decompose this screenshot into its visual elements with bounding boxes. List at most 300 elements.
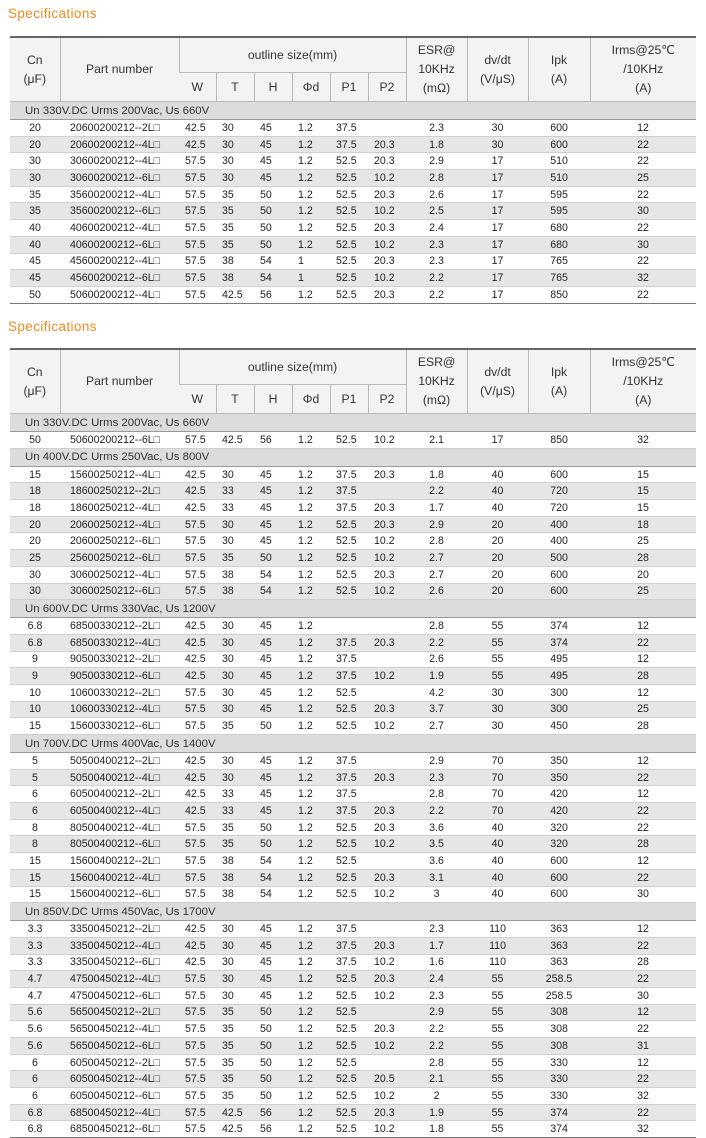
ipk-cell: 363 <box>528 921 590 938</box>
irms-cell: 22 <box>590 153 696 170</box>
p1-cell: 37.5 <box>330 483 368 500</box>
header-part-number: Part number <box>60 349 179 414</box>
p1-cell: 37.5 <box>330 500 368 517</box>
t-cell: 33 <box>216 803 254 820</box>
table-row <box>10 753 696 770</box>
table-row <box>10 886 696 903</box>
phi-d-cell: 1.2 <box>292 718 330 735</box>
dvdt-cell: 30 <box>467 701 528 718</box>
dvdt-cell: 55 <box>467 668 528 685</box>
p1-cell: 52.5 <box>330 203 368 220</box>
p2-cell: 10.2 <box>368 718 406 735</box>
h-cell: 45 <box>254 684 292 701</box>
irms-cell: 30 <box>590 203 696 220</box>
phi-d-cell: 1.2 <box>292 1038 330 1055</box>
p1-cell: 37.5 <box>330 136 368 153</box>
dvdt-cell: 40 <box>467 886 528 903</box>
irms-cell: 28 <box>590 836 696 853</box>
p2-cell: 20.3 <box>368 136 406 153</box>
esr-cell: 3.6 <box>406 819 467 836</box>
irms-cell: 22 <box>590 819 696 836</box>
dvdt-cell: 17 <box>467 170 528 187</box>
irms-cell: 22 <box>590 186 696 203</box>
header-cn: Cn (μF) <box>10 349 60 414</box>
irms-cell: 22 <box>590 634 696 651</box>
part-number-cell: 15600250212--4L□ <box>60 466 179 483</box>
table-row <box>10 236 696 253</box>
table-row <box>10 668 696 685</box>
irms-cell: 32 <box>590 1088 696 1105</box>
p2-cell: 10.2 <box>368 432 406 449</box>
dvdt-cell: 17 <box>467 203 528 220</box>
esr-cell: 1.8 <box>406 466 467 483</box>
cn-cell: 40 <box>10 220 60 237</box>
dvdt-cell: 30 <box>467 718 528 735</box>
table-row <box>10 1121 696 1138</box>
cn-cell: 6.8 <box>10 1121 60 1138</box>
table-row <box>10 500 696 517</box>
p1-cell: 37.5 <box>330 786 368 803</box>
cn-cell: 35 <box>10 186 60 203</box>
irms-cell: 22 <box>590 1104 696 1121</box>
p2-cell: 20.3 <box>368 701 406 718</box>
w-cell: 57.5 <box>179 236 216 253</box>
irms-cell: 22 <box>590 286 696 303</box>
dvdt-cell: 40 <box>467 869 528 886</box>
p2-cell <box>368 921 406 938</box>
p1-cell: 37.5 <box>330 769 368 786</box>
esr-cell: 3 <box>406 886 467 903</box>
spec-table-2-body <box>10 414 696 1138</box>
irms-cell: 12 <box>590 921 696 938</box>
phi-d-cell: 1.2 <box>292 1071 330 1088</box>
voltage-group-row <box>10 903 696 921</box>
t-cell: 30 <box>216 153 254 170</box>
p2-cell: 20.3 <box>368 971 406 988</box>
p1-cell: 37.5 <box>330 921 368 938</box>
part-number-cell: 45600200212--6L□ <box>60 270 179 287</box>
w-cell: 57.5 <box>179 1004 216 1021</box>
p1-cell: 52.5 <box>330 236 368 253</box>
irms-cell: 18 <box>590 516 696 533</box>
esr-cell: 2.8 <box>406 533 467 550</box>
w-cell: 57.5 <box>179 836 216 853</box>
p2-cell: 10.2 <box>368 270 406 287</box>
p2-cell <box>368 684 406 701</box>
irms-cell: 12 <box>590 618 696 635</box>
ipk-cell: 420 <box>528 803 590 820</box>
p1-cell: 52.5 <box>330 971 368 988</box>
t-cell: 35 <box>216 220 254 237</box>
p2-cell: 20.3 <box>368 869 406 886</box>
irms-cell: 25 <box>590 701 696 718</box>
cn-cell: 5 <box>10 753 60 770</box>
table-row <box>10 466 696 483</box>
dvdt-cell: 70 <box>467 786 528 803</box>
voltage-group-label: Un 850V.DC Urms 450Vac, Us 1700V <box>10 903 696 921</box>
header-esr: ESR@ 10KHz (mΩ) <box>406 349 467 414</box>
p1-cell: 52.5 <box>330 516 368 533</box>
p2-cell <box>368 1054 406 1071</box>
w-cell: 57.5 <box>179 220 216 237</box>
esr-cell: 2.7 <box>406 550 467 567</box>
cn-cell: 45 <box>10 270 60 287</box>
p2-cell: 20.3 <box>368 819 406 836</box>
esr-cell: 3.1 <box>406 869 467 886</box>
ipk-cell: 595 <box>528 186 590 203</box>
voltage-group-label: Un 600V.DC Urms 330Vac, Us 1200V <box>10 600 696 618</box>
ipk-cell: 850 <box>528 432 590 449</box>
irms-cell: 25 <box>590 170 696 187</box>
table-row <box>10 432 696 449</box>
header-esr: ESR@ 10KHz (mΩ) <box>406 37 467 102</box>
table-row <box>10 170 696 187</box>
esr-cell: 2.4 <box>406 220 467 237</box>
irms-cell: 22 <box>590 220 696 237</box>
esr-cell: 2.8 <box>406 618 467 635</box>
table-row <box>10 718 696 735</box>
p2-cell <box>368 786 406 803</box>
part-number-cell: 60500450212--4L□ <box>60 1071 179 1088</box>
phi-d-cell: 1.2 <box>292 286 330 303</box>
ipk-cell: 510 <box>528 153 590 170</box>
esr-cell: 2.3 <box>406 987 467 1004</box>
t-cell: 38 <box>216 566 254 583</box>
p1-cell: 52.5 <box>330 1021 368 1038</box>
esr-cell: 2.2 <box>406 803 467 820</box>
ipk-cell: 600 <box>528 853 590 870</box>
w-cell: 57.5 <box>179 987 216 1004</box>
h-cell: 54 <box>254 566 292 583</box>
header-t: T <box>216 73 254 102</box>
irms-cell: 25 <box>590 583 696 600</box>
header-phi-d: Φd <box>292 385 330 414</box>
phi-d-cell: 1.2 <box>292 120 330 137</box>
header-dvdt: dv/dt (V/μS) <box>467 349 528 414</box>
dvdt-cell: 70 <box>467 803 528 820</box>
table-row <box>10 1071 696 1088</box>
spec-table-1 <box>10 36 696 304</box>
ipk-cell: 330 <box>528 1088 590 1105</box>
esr-cell: 2.9 <box>406 153 467 170</box>
header-outline-size: outline size(mm) <box>179 37 406 73</box>
w-cell: 42.5 <box>179 483 216 500</box>
t-cell: 38 <box>216 583 254 600</box>
h-cell: 45 <box>254 153 292 170</box>
cn-cell: 6.8 <box>10 1104 60 1121</box>
t-cell: 35 <box>216 1071 254 1088</box>
phi-d-cell: 1.2 <box>292 786 330 803</box>
irms-cell: 22 <box>590 971 696 988</box>
w-cell: 57.5 <box>179 270 216 287</box>
irms-cell: 12 <box>590 786 696 803</box>
w-cell: 57.5 <box>179 533 216 550</box>
dvdt-cell: 17 <box>467 270 528 287</box>
ipk-cell: 600 <box>528 566 590 583</box>
w-cell: 57.5 <box>179 718 216 735</box>
part-number-cell: 80500400212--4L□ <box>60 819 179 836</box>
cn-cell: 6.8 <box>10 618 60 635</box>
p1-cell: 52.5 <box>330 1104 368 1121</box>
t-cell: 30 <box>216 634 254 651</box>
ipk-cell: 510 <box>528 170 590 187</box>
t-cell: 35 <box>216 186 254 203</box>
part-number-cell: 18600250212--4L□ <box>60 500 179 517</box>
p2-cell: 10.2 <box>368 550 406 567</box>
irms-cell: 22 <box>590 1071 696 1088</box>
ipk-cell: 374 <box>528 618 590 635</box>
p2-cell <box>368 651 406 668</box>
voltage-group-row <box>10 414 696 432</box>
table-row <box>10 634 696 651</box>
h-cell: 56 <box>254 1104 292 1121</box>
h-cell: 45 <box>254 136 292 153</box>
part-number-cell: 90500330212--6L□ <box>60 668 179 685</box>
ipk-cell: 765 <box>528 253 590 270</box>
table-row <box>10 1021 696 1038</box>
cn-cell: 15 <box>10 886 60 903</box>
ipk-cell: 600 <box>528 886 590 903</box>
w-cell: 57.5 <box>179 516 216 533</box>
part-number-cell: 10600330212--2L□ <box>60 684 179 701</box>
w-cell: 57.5 <box>179 203 216 220</box>
t-cell: 33 <box>216 786 254 803</box>
cn-cell: 30 <box>10 583 60 600</box>
cn-cell: 25 <box>10 550 60 567</box>
table-row <box>10 153 696 170</box>
phi-d-cell: 1.2 <box>292 170 330 187</box>
cn-cell: 4.7 <box>10 987 60 1004</box>
esr-cell: 2.4 <box>406 971 467 988</box>
p2-cell: 10.2 <box>368 236 406 253</box>
w-cell: 57.5 <box>179 170 216 187</box>
h-cell: 50 <box>254 1004 292 1021</box>
ipk-cell: 363 <box>528 954 590 971</box>
t-cell: 30 <box>216 701 254 718</box>
phi-d-cell: 1.2 <box>292 836 330 853</box>
h-cell: 50 <box>254 1088 292 1105</box>
w-cell: 57.5 <box>179 1071 216 1088</box>
table-row <box>10 651 696 668</box>
cn-cell: 8 <box>10 836 60 853</box>
dvdt-cell: 55 <box>467 1104 528 1121</box>
dvdt-cell: 17 <box>467 236 528 253</box>
dvdt-cell: 30 <box>467 120 528 137</box>
ipk-cell: 595 <box>528 203 590 220</box>
table-row <box>10 253 696 270</box>
p2-cell: 10.2 <box>368 170 406 187</box>
w-cell: 42.5 <box>179 803 216 820</box>
voltage-group-row <box>10 600 696 618</box>
p1-cell: 37.5 <box>330 937 368 954</box>
w-cell: 42.5 <box>179 668 216 685</box>
ipk-cell: 330 <box>528 1054 590 1071</box>
ipk-cell: 495 <box>528 668 590 685</box>
part-number-cell: 18600250212--2L□ <box>60 483 179 500</box>
esr-cell: 2.2 <box>406 286 467 303</box>
table-row <box>10 853 696 870</box>
part-number-cell: 56500450212--6L□ <box>60 1038 179 1055</box>
table-row <box>10 583 696 600</box>
esr-cell: 2 <box>406 1088 467 1105</box>
dvdt-cell: 55 <box>467 651 528 668</box>
phi-d-cell: 1.2 <box>292 566 330 583</box>
cn-cell: 9 <box>10 668 60 685</box>
header-outline-size: outline size(mm) <box>179 349 406 385</box>
p2-cell: 20.5 <box>368 1071 406 1088</box>
esr-cell: 2.8 <box>406 170 467 187</box>
esr-cell: 2.3 <box>406 921 467 938</box>
h-cell: 45 <box>254 668 292 685</box>
cn-cell: 5 <box>10 769 60 786</box>
part-number-cell: 35600200212--6L□ <box>60 203 179 220</box>
p1-cell: 52.5 <box>330 853 368 870</box>
header-t: T <box>216 385 254 414</box>
p1-cell: 37.5 <box>330 954 368 971</box>
h-cell: 54 <box>254 886 292 903</box>
phi-d-cell: 1.2 <box>292 634 330 651</box>
part-number-cell: 33500450212--6L□ <box>60 954 179 971</box>
part-number-cell: 15600400212--4L□ <box>60 869 179 886</box>
p1-cell: 52.5 <box>330 220 368 237</box>
table-row <box>10 1038 696 1055</box>
t-cell: 30 <box>216 618 254 635</box>
dvdt-cell: 17 <box>467 432 528 449</box>
esr-cell: 2.8 <box>406 786 467 803</box>
header-dvdt: dv/dt (V/μS) <box>467 37 528 102</box>
w-cell: 57.5 <box>179 550 216 567</box>
h-cell: 45 <box>254 987 292 1004</box>
ipk-cell: 374 <box>528 1121 590 1138</box>
t-cell: 35 <box>216 718 254 735</box>
h-cell: 56 <box>254 286 292 303</box>
irms-cell: 12 <box>590 684 696 701</box>
table-row <box>10 550 696 567</box>
dvdt-cell: 110 <box>467 954 528 971</box>
t-cell: 38 <box>216 853 254 870</box>
w-cell: 42.5 <box>179 786 216 803</box>
esr-cell: 2.5 <box>406 203 467 220</box>
part-number-cell: 35600200212--4L□ <box>60 186 179 203</box>
dvdt-cell: 110 <box>467 937 528 954</box>
p2-cell <box>368 1004 406 1021</box>
voltage-group-label: Un 700V.DC Urms 400Vac, Us 1400V <box>10 735 696 753</box>
voltage-group-row <box>10 448 696 466</box>
dvdt-cell: 20 <box>467 533 528 550</box>
t-cell: 35 <box>216 1038 254 1055</box>
irms-cell: 22 <box>590 937 696 954</box>
esr-cell: 1.8 <box>406 136 467 153</box>
p1-cell: 52.5 <box>330 836 368 853</box>
table-row <box>10 769 696 786</box>
p2-cell: 20.3 <box>368 803 406 820</box>
cn-cell: 30 <box>10 153 60 170</box>
w-cell: 57.5 <box>179 432 216 449</box>
dvdt-cell: 20 <box>467 566 528 583</box>
t-cell: 30 <box>216 987 254 1004</box>
cn-cell: 3.3 <box>10 954 60 971</box>
phi-d-cell: 1.2 <box>292 853 330 870</box>
phi-d-cell: 1.2 <box>292 618 330 635</box>
h-cell: 50 <box>254 1038 292 1055</box>
irms-cell: 22 <box>590 136 696 153</box>
table-row <box>10 786 696 803</box>
h-cell: 45 <box>254 483 292 500</box>
h-cell: 45 <box>254 466 292 483</box>
w-cell: 57.5 <box>179 253 216 270</box>
irms-cell: 22 <box>590 869 696 886</box>
h-cell: 50 <box>254 1071 292 1088</box>
dvdt-cell: 20 <box>467 516 528 533</box>
p1-cell: 52.5 <box>330 987 368 1004</box>
cn-cell: 20 <box>10 120 60 137</box>
t-cell: 30 <box>216 170 254 187</box>
ipk-cell: 720 <box>528 500 590 517</box>
t-cell: 35 <box>216 819 254 836</box>
irms-cell: 12 <box>590 1054 696 1071</box>
table-row <box>10 286 696 303</box>
phi-d-cell: 1.2 <box>292 651 330 668</box>
p2-cell: 20.3 <box>368 1104 406 1121</box>
irms-cell: 12 <box>590 120 696 137</box>
p2-cell: 20.3 <box>368 500 406 517</box>
esr-cell: 2.2 <box>406 270 467 287</box>
header-irms: Irms@25℃ /10KHz (A) <box>590 349 696 414</box>
phi-d-cell: 1.2 <box>292 432 330 449</box>
t-cell: 30 <box>216 120 254 137</box>
dvdt-cell: 55 <box>467 971 528 988</box>
header-h: H <box>254 385 292 414</box>
header-phi-d: Φd <box>292 73 330 102</box>
esr-cell: 2.2 <box>406 634 467 651</box>
t-cell: 38 <box>216 869 254 886</box>
w-cell: 57.5 <box>179 971 216 988</box>
w-cell: 57.5 <box>179 153 216 170</box>
cn-cell: 20 <box>10 136 60 153</box>
w-cell: 57.5 <box>179 1038 216 1055</box>
h-cell: 45 <box>254 769 292 786</box>
p1-cell: 52.5 <box>330 170 368 187</box>
phi-d-cell: 1.2 <box>292 1104 330 1121</box>
t-cell: 30 <box>216 136 254 153</box>
p1-cell: 52.5 <box>330 550 368 567</box>
phi-d-cell: 1.2 <box>292 987 330 1004</box>
table-row <box>10 701 696 718</box>
h-cell: 45 <box>254 701 292 718</box>
header-irms: Irms@25℃ /10KHz (A) <box>590 37 696 102</box>
cn-cell: 4.7 <box>10 971 60 988</box>
header-p2: P2 <box>368 385 406 414</box>
dvdt-cell: 110 <box>467 921 528 938</box>
p2-cell: 10.2 <box>368 987 406 1004</box>
cn-cell: 6 <box>10 786 60 803</box>
table-row <box>10 120 696 137</box>
p2-cell: 20.3 <box>368 286 406 303</box>
ipk-cell: 350 <box>528 769 590 786</box>
irms-cell: 32 <box>590 270 696 287</box>
p2-cell: 20.3 <box>368 769 406 786</box>
t-cell: 30 <box>216 651 254 668</box>
part-number-cell: 30600200212--6L□ <box>60 170 179 187</box>
ipk-cell: 600 <box>528 120 590 137</box>
irms-cell: 12 <box>590 651 696 668</box>
table-row <box>10 270 696 287</box>
cn-cell: 30 <box>10 566 60 583</box>
table-row <box>10 186 696 203</box>
irms-cell: 15 <box>590 500 696 517</box>
table-row <box>10 1104 696 1121</box>
t-cell: 35 <box>216 836 254 853</box>
